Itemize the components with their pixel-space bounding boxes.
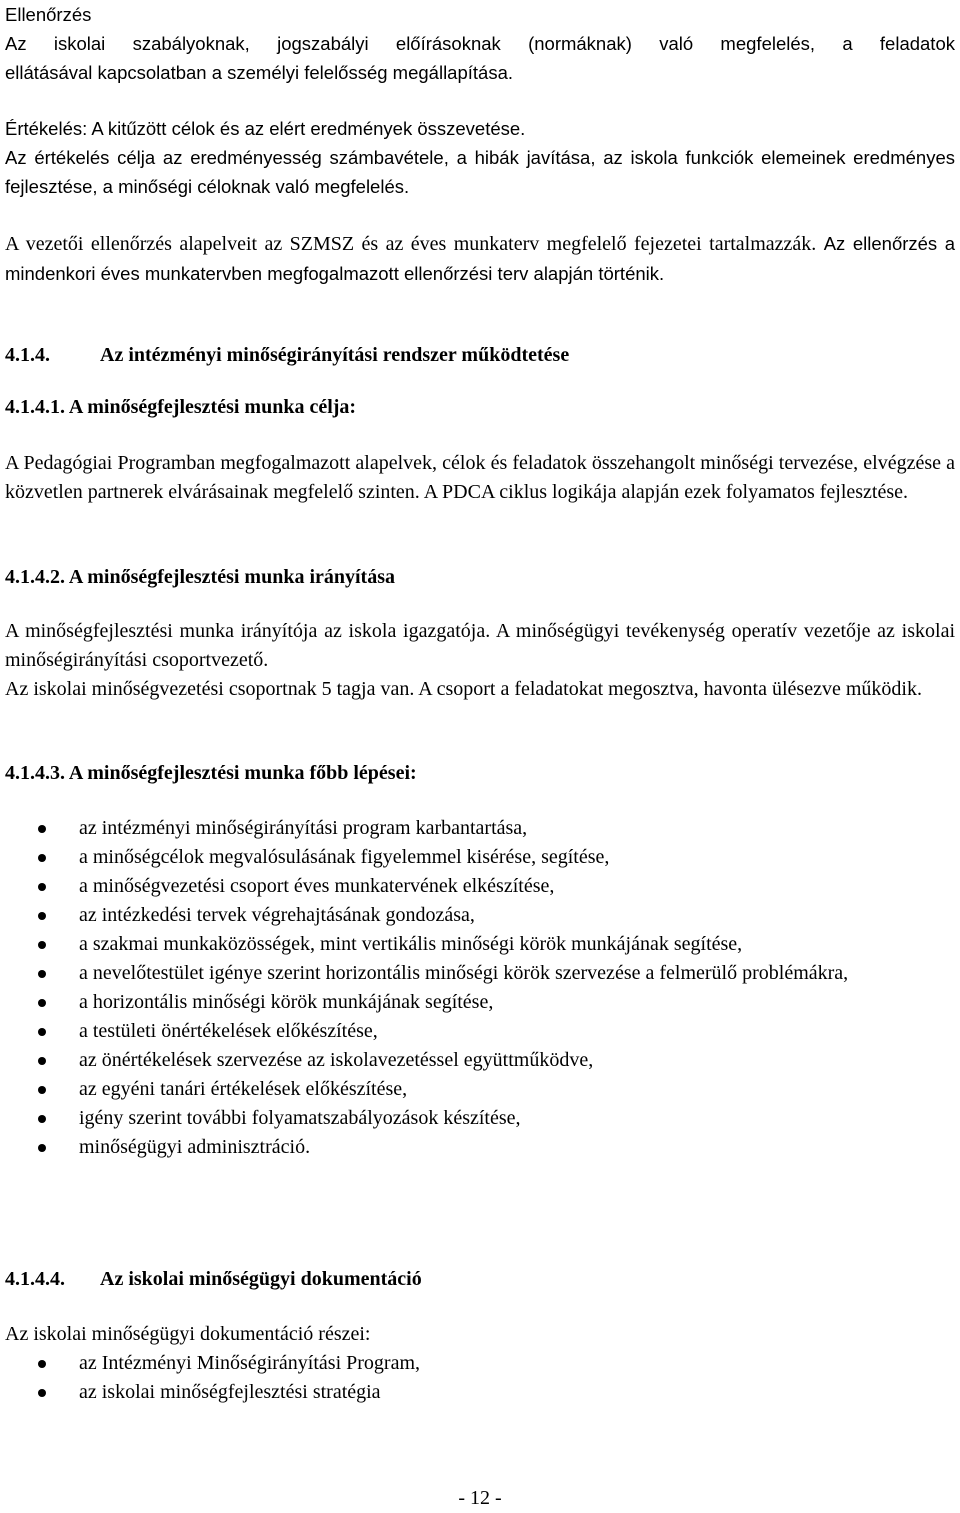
page-number: - 12 -	[458, 1487, 502, 1509]
bullet-icon	[38, 970, 46, 978]
section-4142-body-block	[5, 617, 955, 704]
section-4141-body-block	[5, 449, 955, 507]
ertekeles-title: Értékelés: A kitűzött célok és az elért eredmények összevetése.	[5, 118, 526, 139]
vezetoi-block	[5, 229, 955, 289]
bullet-icon	[38, 1086, 46, 1094]
list-item: az intézményi minőségirányítási program karbantartása,	[5, 814, 955, 843]
section-414-heading	[5, 341, 569, 370]
section-4144-intro: Az iskolai minőségügyi dokumentáció részei:	[5, 1323, 371, 1345]
bullet-icon	[38, 825, 46, 833]
section-4143-number: 4.1.4.3.	[5, 762, 65, 784]
list-item: minőségügyi adminisztráció.	[5, 1133, 955, 1162]
section-414-title: Az intézményi minőségirányítási rendszer működtetése	[100, 344, 570, 366]
list-item: az intézkedési tervek végrehajtásának gondozása,	[5, 901, 955, 930]
section-4142-heading	[5, 563, 395, 592]
vezetoi-part-2: Az ellenőrzés a mindenkori éves munkatervben megfogalmazott ellenőrzési terv alapján történik.	[5, 233, 956, 284]
ellenorzes-line-1: Az iskolai szabályoknak, jogszabályi előírásoknak (normáknak) való megfelelés, a feladatok	[5, 33, 955, 54]
ellenorzes-block	[5, 0, 955, 87]
list-item: a testületi önértékelések előkészítése,	[5, 1017, 955, 1046]
section-4141-number: 4.1.4.1.	[5, 396, 65, 418]
ellenorzes-line-2: ellátásával kapcsolatban a személyi felelősség megállapítása.	[5, 62, 514, 83]
ellenorzes-title: Ellenőrzés	[5, 4, 92, 25]
bullet-icon	[38, 1115, 46, 1123]
section-4142-body-2: Az iskolai minőségvezetési csoportnak 5 tagja van. A csoport a feladatokat megosztva, havonta ülésezve működik.	[5, 678, 922, 700]
list-item: a horizontális minőségi körök munkájának segítése,	[5, 988, 955, 1017]
section-4144-title: Az iskolai minőségügyi dokumentáció	[100, 1268, 422, 1290]
bullet-icon	[38, 912, 46, 920]
bullet-icon	[38, 1057, 46, 1065]
section-4143-title: A minőségfejlesztési munka főbb lépései:	[68, 762, 417, 784]
section-4141-title: A minőségfejlesztési munka célja:	[68, 396, 357, 418]
section-414-number: 4.1.4.	[5, 344, 50, 366]
bullet-icon	[38, 1360, 46, 1368]
section-4144-heading	[5, 1265, 422, 1294]
list-item: az önértékelések szervezése az iskolavezetéssel együttműködve,	[5, 1046, 955, 1075]
bullet-icon	[38, 1028, 46, 1036]
vezetoi-paragraph	[5, 229, 955, 289]
list-item: a minőségcélok megvalósulásának figyelemmel kisérése, segítése,	[5, 843, 955, 872]
section-4141-body: A Pedagógiai Programban megfogalmazott alapelvek, célok és feladatok összehangolt minőségi tervezése, elvégzése a közvetlen partnerek elvárásainak megfelelő szinten. A PDCA ciklus logikája alapján ezek folyamatos fejlesztése.	[5, 452, 955, 503]
section-4141-heading	[5, 393, 356, 422]
bullet-icon	[38, 941, 46, 949]
bullet-icon	[38, 999, 46, 1007]
section-4144-intro-block	[5, 1320, 955, 1349]
section-4143-heading	[5, 759, 417, 788]
bullet-icon	[38, 1144, 46, 1152]
list-item: az egyéni tanári értékelések előkészítése,	[5, 1075, 955, 1104]
section-4142-number: 4.1.4.2.	[5, 566, 65, 588]
section-4144-number: 4.1.4.4.	[5, 1268, 65, 1290]
bullet-icon	[38, 883, 46, 891]
bullet-icon	[38, 1389, 46, 1397]
bullet-icon	[38, 854, 46, 862]
list-item: a minőségvezetési csoport éves munkatervének elkészítése,	[5, 872, 955, 901]
section-4142-title: A minőségfejlesztési munka irányítása	[68, 566, 395, 588]
list-item: igény szerint további folyamatszabályozások készítése,	[5, 1104, 955, 1133]
ertekeles-block	[5, 114, 955, 201]
section-4142-body-1: A minőségfejlesztési munka irányítója az iskola igazgatója. A minőségügyi tevékenység operatív vezetője az iskolai minőségirányítási csoportvezető.	[5, 620, 955, 671]
vezetoi-part-1: A vezetői ellenőrzés alapelveit az SZMSZ és az éves munkaterv megfelelő fejezetei tartalmazzák.	[5, 233, 817, 255]
section-4143-list	[5, 814, 955, 1162]
list-item: a szakmai munkaközösségek, mint vertikális minőségi körök munkájának segítése,	[5, 930, 955, 959]
list-item: az iskolai minőségfejlesztési stratégia	[5, 1378, 955, 1407]
list-item: az Intézményi Minőségirányítási Program,	[5, 1349, 955, 1378]
section-4144-list	[5, 1349, 955, 1407]
ertekeles-body: Az értékelés célja az eredményesség számbavétele, a hibák javítása, az iskola funkciók elemeinek eredményes fejlesztése, a minőségi céloknak való megfelelés.	[5, 147, 955, 197]
list-item: a nevelőtestület igénye szerint horizontális minőségi körök szervezése a felmerülő problémákra,	[5, 959, 955, 988]
